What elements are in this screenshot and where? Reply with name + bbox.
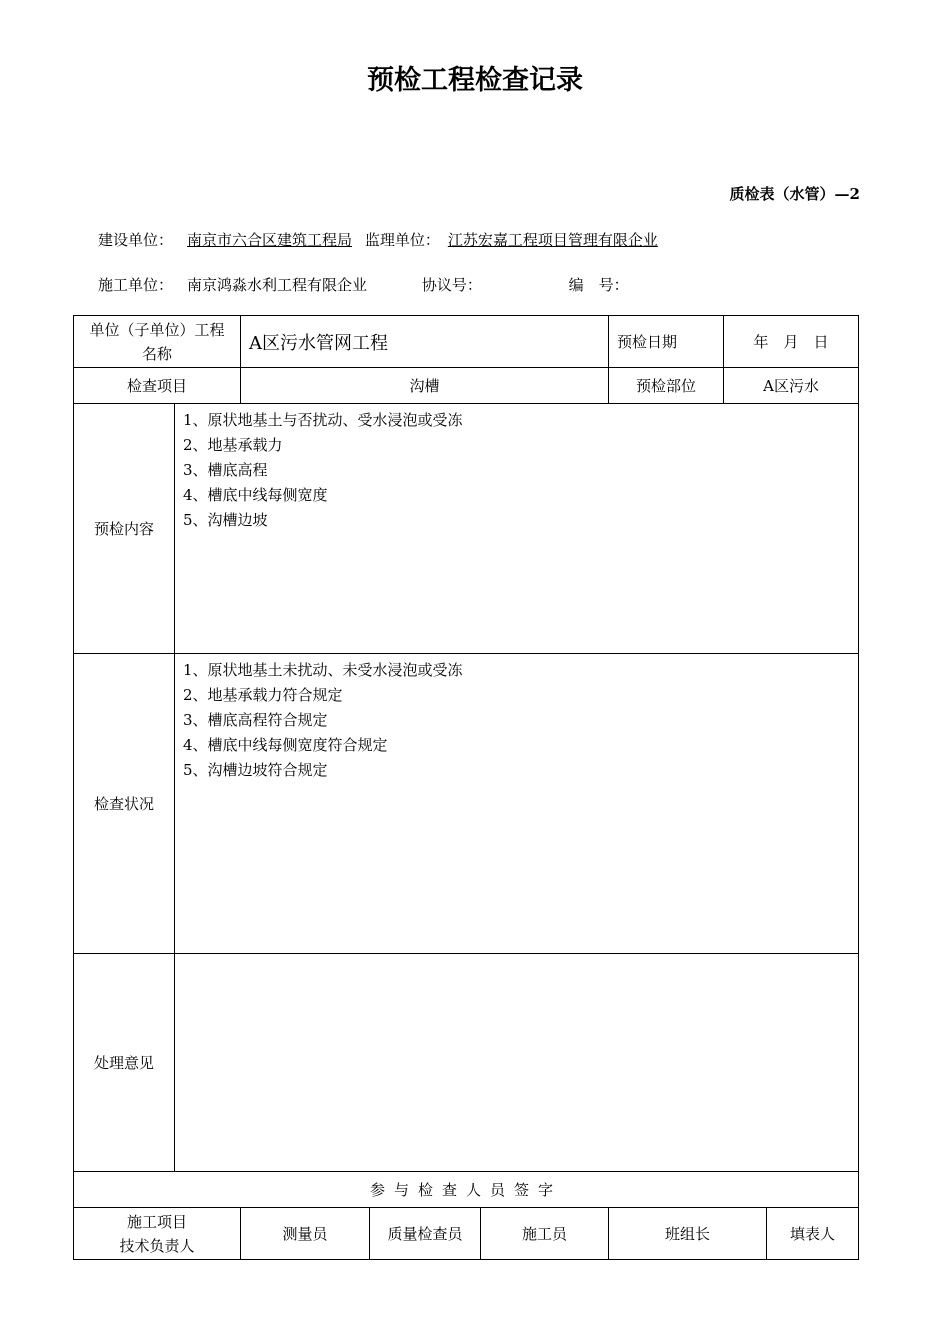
list-item: 4、槽底中线每侧宽度 <box>183 486 328 504</box>
status-list <box>175 654 859 954</box>
supervise-label: 监理单位： <box>364 231 440 249</box>
supervise-value: 江苏宏嘉工程项目管理有限企业 <box>447 231 658 249</box>
list-item: 2、地基承载力符合规定 <box>183 686 343 704</box>
build-unit-label: 建设单位： <box>98 231 174 249</box>
signer-tech-lead-line2: 技术负责人 <box>119 1236 195 1255</box>
inspection-table <box>73 315 859 1260</box>
unit-project-value: A区污水管网工程 <box>241 316 609 368</box>
precheck-date-label: 预检日期 <box>609 316 724 368</box>
construct-value: 南京鸿淼水利工程有限企业 <box>187 276 368 294</box>
status-label: 检查状况 <box>74 654 175 954</box>
check-item-value: 沟槽 <box>241 368 609 404</box>
check-item-label: 检查项目 <box>74 368 241 404</box>
build-unit-value: 南京市六合区建筑工程局 <box>187 231 353 249</box>
form-number: 质检表（水管）—2 <box>729 185 860 203</box>
list-item: 4、槽底中线每侧宽度符合规定 <box>183 736 388 754</box>
signer-tech-lead <box>74 1208 241 1260</box>
content-list <box>175 404 859 654</box>
list-item: 5、沟槽边坡 <box>183 511 268 529</box>
precheck-part-value: A区污水 <box>724 368 859 404</box>
signer-surveyor: 测量员 <box>241 1208 370 1260</box>
list-item: 3、槽底高程符合规定 <box>183 711 328 729</box>
signer-team-leader: 班组长 <box>609 1208 767 1260</box>
list-item: 3、槽底高程 <box>183 461 268 479</box>
opinion-field[interactable] <box>175 954 859 1172</box>
list-item: 2、地基承载力 <box>183 436 283 454</box>
signature-title: 参与检查人员签字 <box>74 1172 859 1208</box>
unit-project-label: 单位（子单位）工程名称 <box>74 316 241 368</box>
precheck-part-label: 预检部位 <box>609 368 724 404</box>
list-item: 5、沟槽边坡符合规定 <box>183 761 328 779</box>
signer-constructor: 施工员 <box>481 1208 609 1260</box>
header-line-1 <box>98 229 680 250</box>
page-title: 预检工程检查记录 <box>367 65 583 96</box>
precheck-date-value: 年 月 日 <box>724 316 859 368</box>
list-item: 1、原状地基土未扰动、未受水浸泡或受冻 <box>183 661 463 679</box>
signer-form-filler: 填表人 <box>767 1208 859 1260</box>
construct-label: 施工单位： <box>98 276 174 294</box>
signer-tech-lead-line1: 施工项目 <box>127 1212 188 1231</box>
header-line-2 <box>98 274 657 295</box>
signer-quality-inspector: 质量检查员 <box>370 1208 481 1260</box>
content-label: 预检内容 <box>74 404 175 654</box>
opinion-label: 处理意见 <box>74 954 175 1172</box>
list-item: 1、原状地基土与否扰动、受水浸泡或受冻 <box>183 411 463 429</box>
agreement-label: 协议号： <box>421 276 482 294</box>
serial-label: 编 号： <box>568 276 629 294</box>
